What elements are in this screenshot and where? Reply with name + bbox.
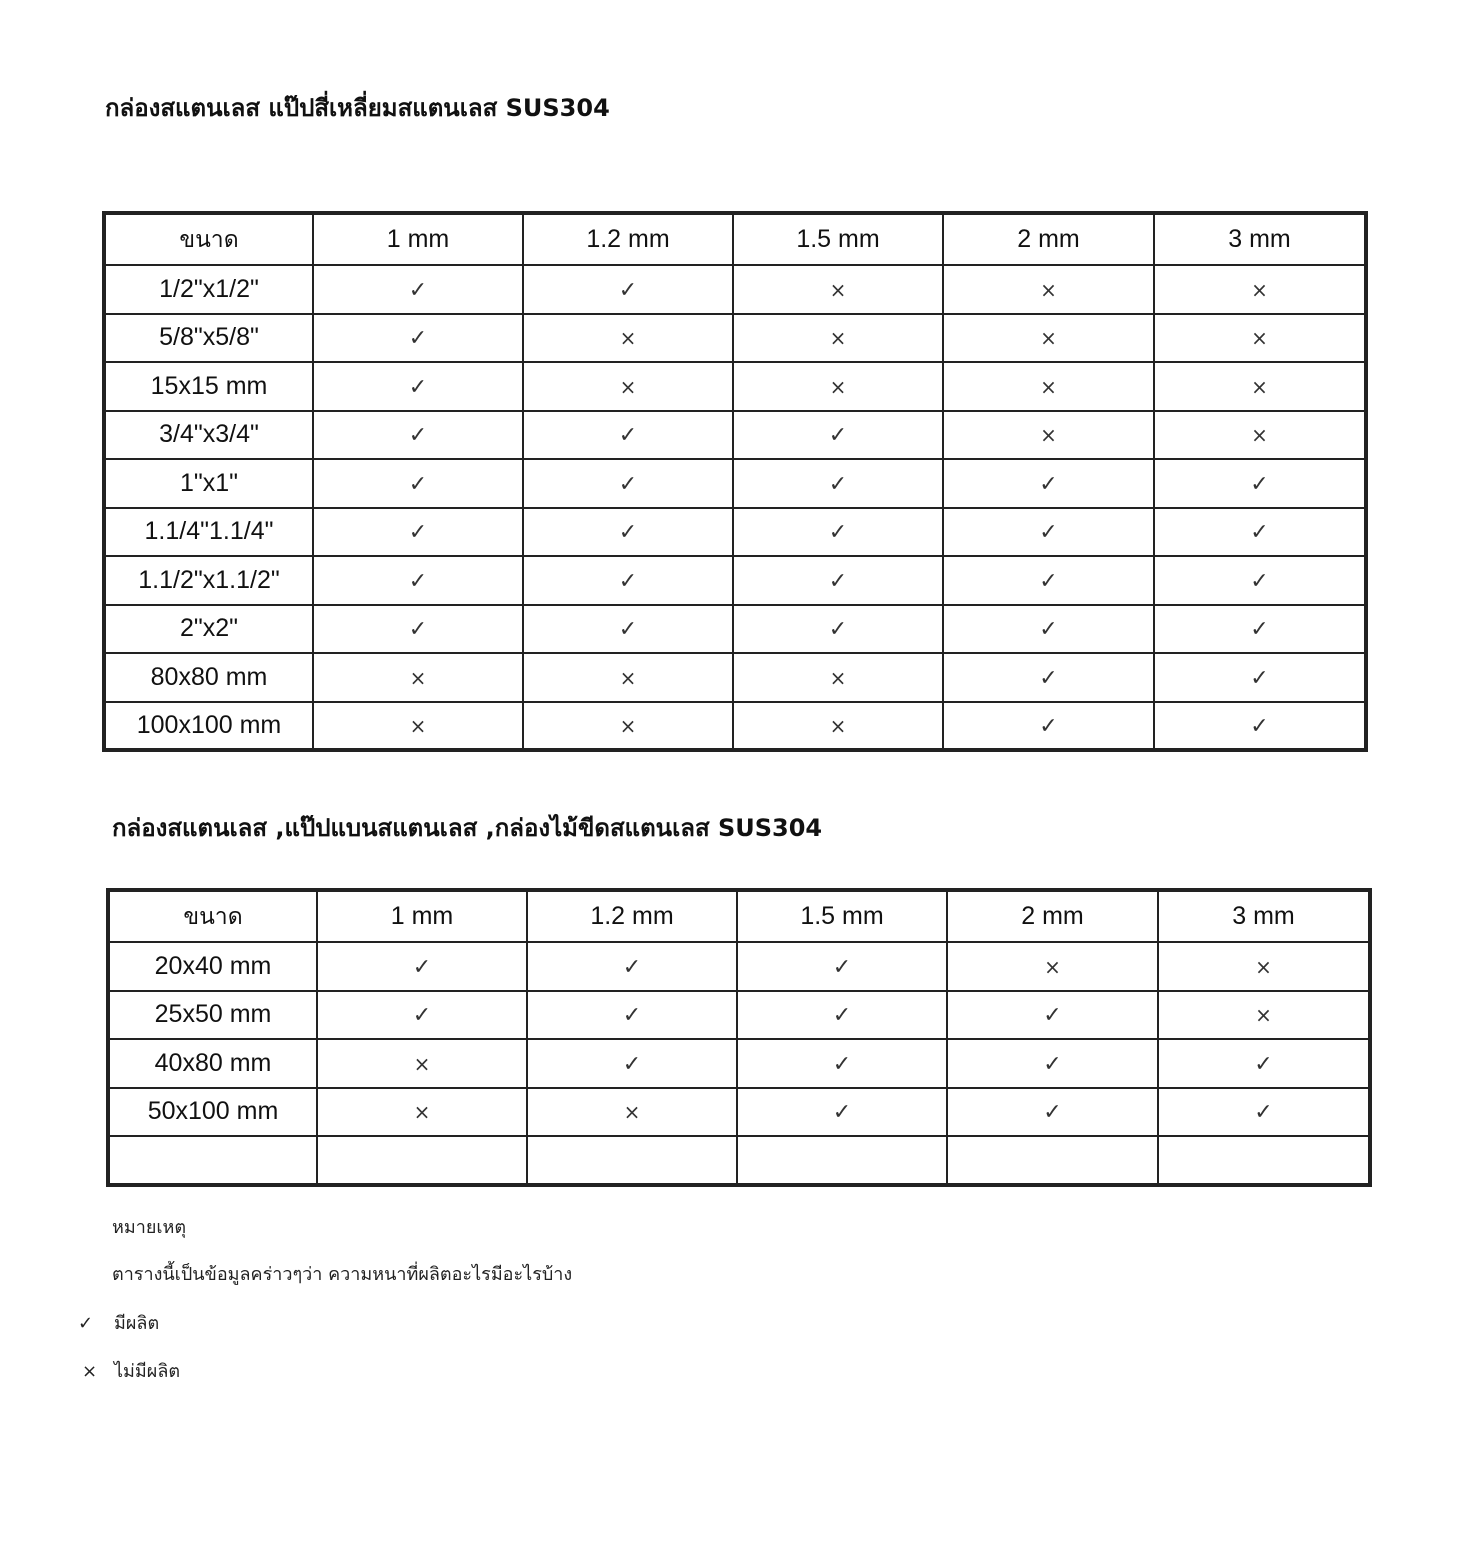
availability-cell [523,362,733,411]
legend-produced [78,1308,159,1337]
availability-cell [943,459,1154,508]
cross-icon: × [623,1100,641,1125]
check-icon: ✓ [1039,568,1058,594]
size-cell: 1.1/4"1.1/4" [104,508,313,557]
check-icon: ✓ [828,520,848,546]
check-icon: ✓ [618,617,638,643]
check-icon: ✓ [408,520,428,546]
availability-cell [527,1136,737,1185]
check-icon: ✓ [1254,1051,1273,1077]
availability-cell [1154,459,1366,508]
availability-cell [733,508,943,557]
check-icon: ✓ [1254,1100,1273,1126]
column-header-thickness: 3 mm [1154,213,1366,265]
check-icon: ✓ [1250,713,1269,739]
availability-cell [1158,1039,1370,1088]
cross-icon: × [1044,954,1061,979]
cross-icon: × [1251,326,1268,351]
availability-cell [313,702,523,751]
check-icon: ✓ [828,617,848,643]
table-row [104,653,1366,702]
size-cell: 1.1/2"x1.1/2" [104,556,313,605]
availability-cell [733,362,943,411]
cross-icon: × [829,374,847,399]
availability-cell [733,702,943,751]
availability-cell [737,1136,947,1185]
check-icon: ✓ [618,277,638,303]
table-row [108,1039,1370,1088]
check-icon: ✓ [832,1003,852,1029]
availability-cell [313,314,523,363]
check-icon: ✓ [1043,1003,1062,1029]
availability-cell [943,605,1154,654]
cross-icon: × [82,1361,98,1382]
size-cell [108,1136,317,1185]
availability-cell [943,556,1154,605]
size-cell: 40x80 mm [108,1039,317,1088]
legend-label: ไม่มีผลิต [114,1361,181,1382]
availability-cell [313,362,523,411]
table-row [104,314,1366,363]
column-header-thickness: 1 mm [317,890,527,942]
note-text: ตารางนี้เป็นข้อมูลคร่าวๆว่า ความหนาที่ผลิตอะไรมีอะไรบ้าง [112,1264,573,1285]
check-icon: ✓ [618,520,638,546]
table-row [108,1136,1370,1185]
check-icon: ✓ [622,954,642,980]
cross-icon: × [619,326,637,351]
cross-icon: × [413,1051,431,1076]
column-header-thickness: 2 mm [943,213,1154,265]
size-cell: 3/4"x3/4" [104,411,313,460]
check-icon: ✓ [408,471,428,497]
square-tube-thickness-table [102,211,1368,752]
check-icon: ✓ [618,471,638,497]
size-cell: 5/8"x5/8" [104,314,313,363]
availability-cell [317,1039,527,1088]
section2-title: กล่องสแตนเลส ,แป๊ปแบนสแตนเลส ,กล่องไม้ขีดสแตนเลส SUS304 [112,814,823,842]
availability-cell [523,653,733,702]
table-row [104,362,1366,411]
availability-cell [1154,605,1366,654]
column-header-thickness: 1.2 mm [523,213,733,265]
column-header-size: ขนาด [108,890,317,942]
check-icon: ✓ [1250,568,1269,594]
check-icon: ✓ [1250,665,1269,691]
availability-cell [523,314,733,363]
cross-icon: × [1255,954,1272,979]
cross-icon: × [619,713,637,738]
column-header-thickness: 1.2 mm [527,890,737,942]
column-header-thickness: 2 mm [947,890,1158,942]
check-icon: ✓ [832,954,852,980]
availability-cell [1154,556,1366,605]
table-row [104,508,1366,557]
check-icon: ✓ [828,471,848,497]
availability-cell [527,1039,737,1088]
check-icon: ✓ [828,423,848,449]
availability-cell [943,411,1154,460]
availability-cell [737,942,947,991]
availability-cell [733,411,943,460]
availability-cell [943,362,1154,411]
table-row [104,702,1366,751]
check-icon: ✓ [618,423,638,449]
check-icon: ✓ [408,423,428,449]
check-icon: ✓ [1043,1051,1062,1077]
table-row [104,265,1366,314]
availability-cell [947,942,1158,991]
check-icon: ✓ [408,326,428,352]
cross-icon: × [829,326,847,351]
availability-cell [947,991,1158,1040]
check-icon: ✓ [618,568,638,594]
availability-cell [523,702,733,751]
size-cell: 15x15 mm [104,362,313,411]
cross-icon: × [829,713,847,738]
size-cell: 80x80 mm [104,653,313,702]
availability-cell [1154,362,1366,411]
size-cell: 25x50 mm [108,991,317,1040]
availability-cell [1154,265,1366,314]
check-icon: ✓ [1043,1100,1062,1126]
check-icon: ✓ [408,277,428,303]
availability-cell [523,459,733,508]
legend-not-produced [82,1356,180,1385]
availability-cell [313,265,523,314]
check-icon: ✓ [1039,520,1058,546]
size-cell: 2"x2" [104,605,313,654]
check-icon: ✓ [412,954,432,980]
cross-icon: × [1251,423,1268,448]
size-cell: 100x100 mm [104,702,313,751]
column-header-thickness: 1.5 mm [733,213,943,265]
availability-cell [523,265,733,314]
availability-cell [523,605,733,654]
check-icon: ✓ [1039,617,1058,643]
availability-cell [1158,942,1370,991]
size-cell: 1/2"x1/2" [104,265,313,314]
table-row [108,942,1370,991]
availability-cell [527,1088,737,1137]
table-row [104,605,1366,654]
check-icon: ✓ [412,1003,432,1029]
check-icon: ✓ [832,1100,852,1126]
cross-icon: × [409,713,427,738]
availability-cell [313,508,523,557]
cross-icon: × [1251,374,1268,399]
check-icon: ✓ [1250,471,1269,497]
check-icon: ✓ [832,1051,852,1077]
section1-title: กล่องสแตนเลส แป๊ปสี่เหลี่ยมสแตนเลส SUS304 [105,94,610,122]
availability-cell [317,942,527,991]
cross-icon: × [409,665,427,690]
size-cell: 1"x1" [104,459,313,508]
availability-cell [1154,314,1366,363]
availability-cell [943,314,1154,363]
table-header-row [104,213,1366,265]
availability-cell [943,508,1154,557]
column-header-thickness: 1 mm [313,213,523,265]
availability-cell [527,991,737,1040]
check-icon: ✓ [408,617,428,643]
availability-cell [733,265,943,314]
cross-icon: × [413,1100,431,1125]
check-icon: ✓ [622,1051,642,1077]
column-header-size: ขนาด [104,213,313,265]
availability-cell [313,653,523,702]
availability-cell [1158,991,1370,1040]
availability-cell [733,605,943,654]
availability-cell [523,411,733,460]
availability-cell [527,942,737,991]
availability-cell [523,556,733,605]
availability-cell [733,314,943,363]
table-row [104,411,1366,460]
availability-cell [943,653,1154,702]
table-row [104,556,1366,605]
size-cell: 50x100 mm [108,1088,317,1137]
check-icon: ✓ [1039,665,1058,691]
availability-cell [943,265,1154,314]
availability-cell [523,508,733,557]
availability-cell [1154,508,1366,557]
availability-cell [317,991,527,1040]
availability-cell [313,411,523,460]
size-cell: 20x40 mm [108,942,317,991]
availability-cell [733,556,943,605]
check-icon: ✓ [408,374,428,400]
cross-icon: × [1255,1003,1272,1028]
flat-tube-thickness-table [106,888,1372,1187]
availability-cell [947,1088,1158,1137]
availability-cell [313,605,523,654]
availability-cell [733,459,943,508]
cross-icon: × [829,277,847,302]
check-icon: ✓ [408,568,428,594]
cross-icon: × [1040,423,1057,448]
availability-cell [313,459,523,508]
availability-cell [1154,411,1366,460]
column-header-thickness: 3 mm [1158,890,1370,942]
note-title: หมายเหตุ [112,1217,187,1238]
column-header-thickness: 1.5 mm [737,890,947,942]
cross-icon: × [829,665,847,690]
availability-cell [737,1039,947,1088]
cross-icon: × [1040,277,1057,302]
cross-icon: × [619,374,637,399]
availability-cell [1154,702,1366,751]
table-row [108,1088,1370,1137]
availability-cell [733,653,943,702]
table-row [104,459,1366,508]
table-header-row [108,890,1370,942]
availability-cell [1158,1136,1370,1185]
availability-cell [317,1136,527,1185]
cross-icon: × [1040,326,1057,351]
availability-cell [737,1088,947,1137]
check-icon: ✓ [1250,520,1269,546]
check-icon: ✓ [622,1003,642,1029]
legend-label: มีผลิต [114,1313,160,1334]
cross-icon: × [1251,277,1268,302]
availability-cell [737,991,947,1040]
availability-cell [947,1039,1158,1088]
check-icon: ✓ [78,1313,94,1334]
check-icon: ✓ [1039,713,1058,739]
cross-icon: × [619,665,637,690]
availability-cell [313,556,523,605]
availability-cell [1154,653,1366,702]
check-icon: ✓ [828,568,848,594]
availability-cell [947,1136,1158,1185]
check-icon: ✓ [1250,617,1269,643]
availability-cell [317,1088,527,1137]
availability-cell [1158,1088,1370,1137]
availability-cell [943,702,1154,751]
check-icon: ✓ [1039,471,1058,497]
table-row [108,991,1370,1040]
cross-icon: × [1040,374,1057,399]
